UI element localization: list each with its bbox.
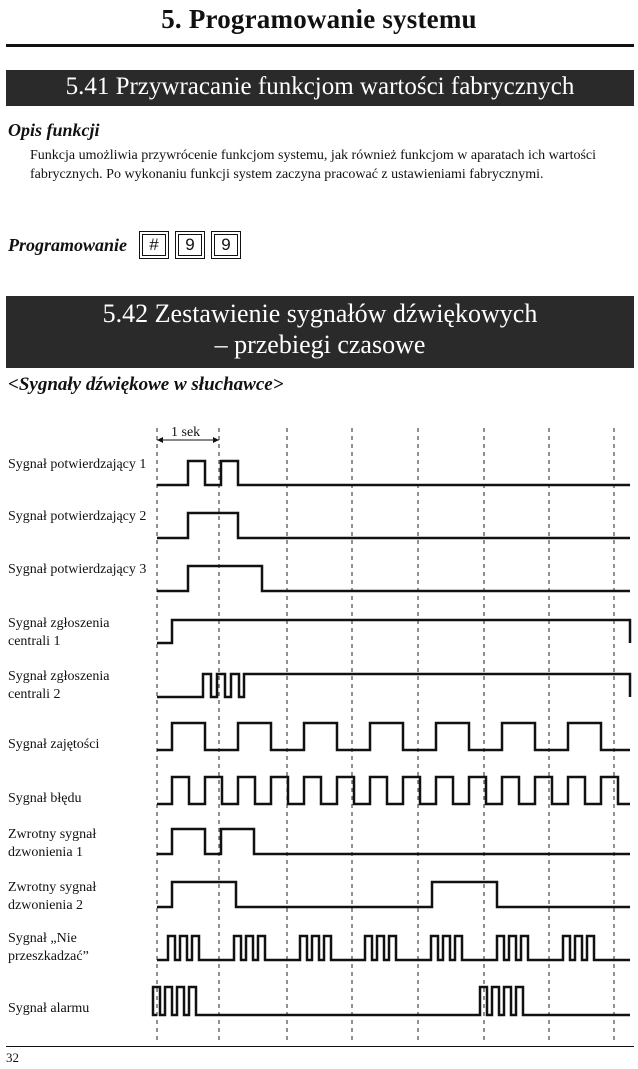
signal-waveform	[157, 566, 630, 591]
description-heading: Opis funkcji	[8, 120, 100, 140]
section-541-title: 5.41 Przywracanie funkcjom wartości fabrycznych	[6, 70, 634, 106]
signal-waveform	[157, 829, 630, 854]
section-542-title-line2: – przebiegi czasowe	[214, 330, 426, 359]
signal-label: Sygnał zajętości	[8, 737, 100, 752]
key-9-second: 9	[211, 231, 241, 259]
key-hash: #	[139, 231, 169, 259]
signal-label: Sygnał błędu	[8, 791, 82, 806]
chapter-title: 5. Programowanie systemu	[161, 4, 477, 34]
waveforms	[153, 461, 630, 1015]
time-grid	[157, 428, 614, 1040]
signal-waveform	[153, 987, 630, 1015]
signal-label: Zwrotny sygnał dzwonienia 2	[8, 880, 97, 913]
signal-waveform	[157, 513, 630, 538]
signal-waveform	[157, 936, 630, 960]
footer-rule	[6, 1046, 634, 1047]
signal-label: Sygnał potwierdzający 2	[8, 509, 147, 524]
signal-waveform	[157, 674, 630, 697]
signal-label: Zwrotny sygnał dzwonienia 1	[8, 827, 97, 860]
signal-waveform	[157, 723, 630, 750]
signal-waveform	[157, 882, 630, 907]
signal-label: Sygnał alarmu	[8, 1001, 90, 1016]
signal-waveform	[157, 620, 630, 643]
signals-subheading: <Sygnały dźwiękowe w słuchawce>	[8, 374, 284, 395]
signal-label: Sygnał zgłoszenia centrali 2	[8, 669, 110, 702]
signal-label: Sygnał potwierdzający 3	[8, 562, 147, 577]
page-number: 32	[6, 1050, 19, 1065]
signal-label: Sygnał potwierdzający 1	[8, 457, 147, 472]
section-542-title-line1: 5.42 Zestawienie sygnałów dźwiękowych	[102, 299, 538, 328]
signal-label: Sygnał „Nie przeszkadzać”	[8, 931, 89, 964]
scale-label: 1 sek	[171, 425, 201, 440]
signal-label: Sygnał zgłoszenia centrali 1	[8, 616, 110, 649]
signal-waveform	[157, 777, 630, 804]
time-scale	[157, 425, 219, 443]
programming-label: Programowanie	[8, 234, 128, 255]
description-text: Funkcja umożliwia przywrócenie funkcjom systemu, jak również funkcjom w aparatach ich wartości fabrycznych. Po wykonaniu funkcji system zaczyna pracować z ustawieniami fabrycznymi.	[30, 148, 597, 182]
key-9-first: 9	[175, 231, 205, 259]
signal-waveform	[157, 461, 630, 485]
